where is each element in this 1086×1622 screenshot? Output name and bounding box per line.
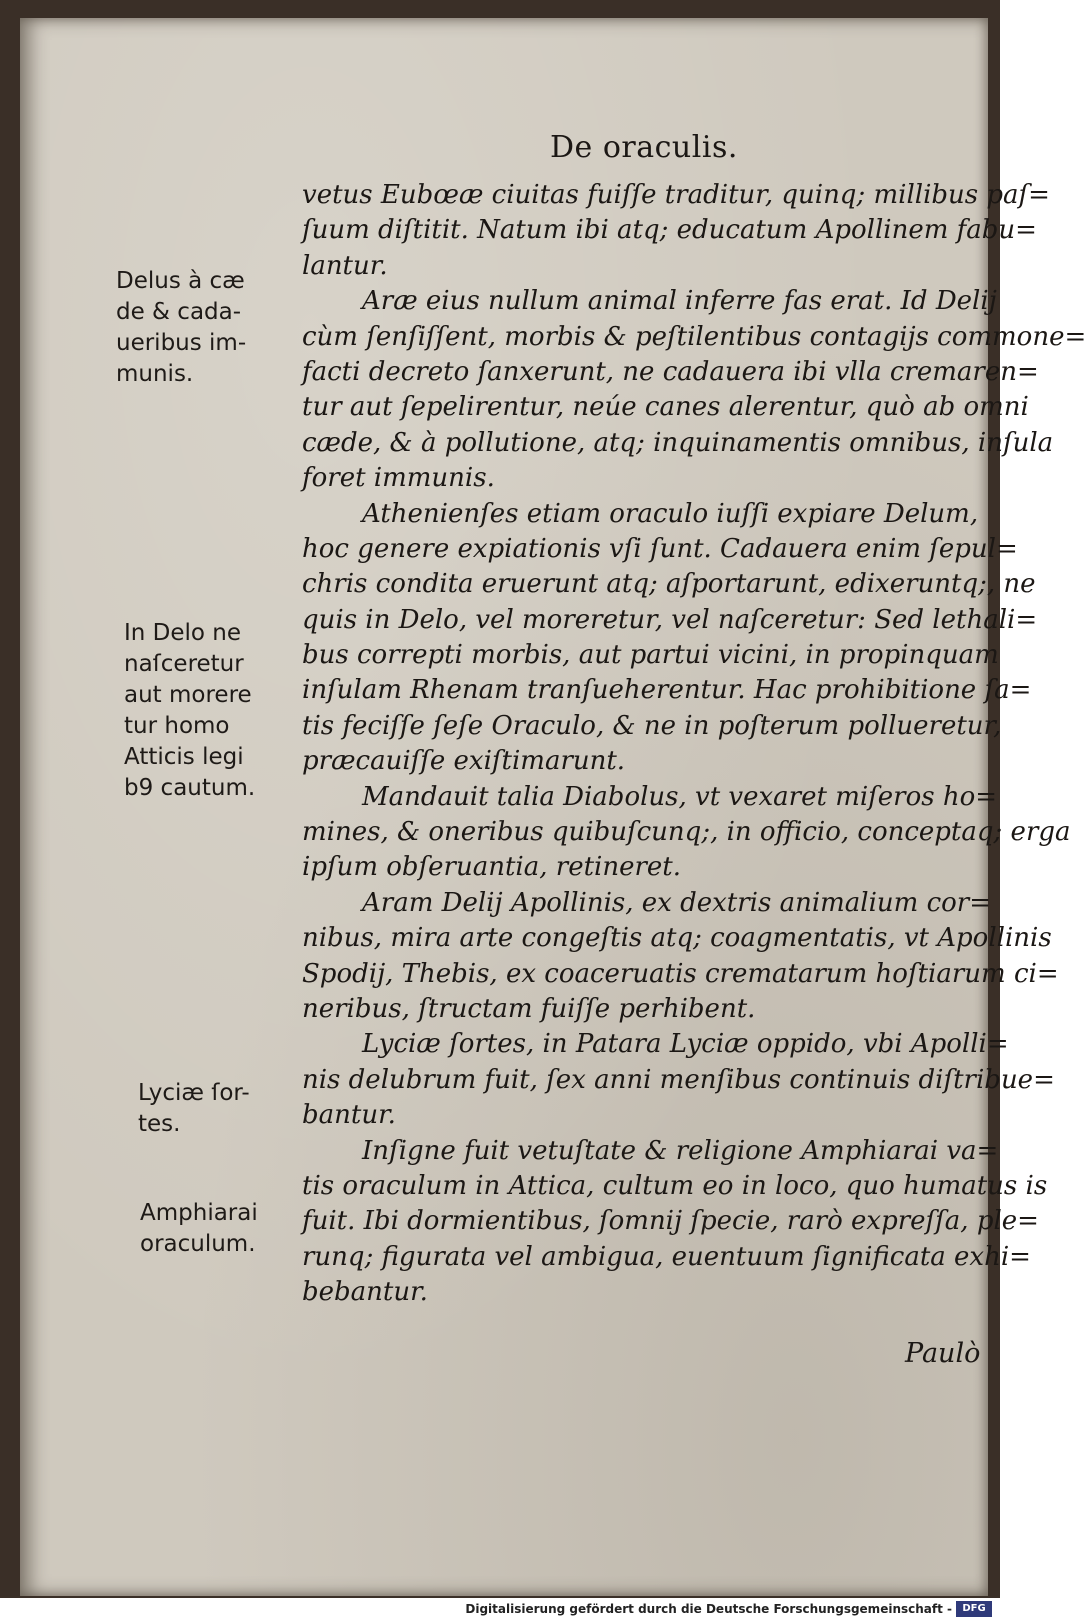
text-line: cæde, & à pollutione, atq; inquinamentis omnibus, inſula [302,427,1054,458]
text-line: nis delubrum fuit, ſex anni menſibus continuis diſtribue= [302,1064,1055,1095]
text-line: vetus Eubœæ ciuitas fuiſſe traditur, quinq; millibus paſ= [302,180,1050,210]
text-line: nibus, mira arte congeſtis atq; coagmentatis, vt Apollinis [302,923,1052,954]
margin-note-line: tes. [138,1111,181,1137]
text-line: facti decreto ſanxerunt, ne cadauera ibi vlla cremaren= [302,356,1039,387]
text-line: ipſum obſeruantia, retineret. [302,852,682,883]
text-line: Spodij, Thebis, ex coaceruatis crematarum hoſtiarum ci= [302,958,1059,989]
text-line: tis oraculum in Attica, cultum eo in loco, quo humatus is [302,1170,1048,1201]
book-page [20,18,1086,1596]
margin-note-line: Delus à cæ [116,268,245,294]
margin-note-line: aut morere [124,682,252,708]
text-line: lantur. [302,250,388,281]
text-line: Aræ eius nullum animal inferre fas erat. Id Delij [362,286,997,317]
margin-note-line: de & cada- [116,299,242,325]
margin-note-line: Atticis legi [124,744,244,770]
text-line: chris condita eruerunt atq; aſportarunt, edixeruntq;, ne [302,569,1036,600]
text-line: neribus, ſtructam fuiſſe perhibent. [302,993,756,1024]
margin-note-lyciae [138,1078,250,1140]
margin-note-line: b9 cautum. [124,775,256,801]
margin-note-line: In Delo ne [124,620,242,646]
text-line: Mandauit talia Diabolus, vt vexaret miſeros ho= [362,781,998,812]
margin-note-delus [116,266,246,390]
text-line: Lyciæ ſortes, in Patara Lyciæ oppido, vbi Apolli= [362,1029,1009,1060]
main-text-block [302,178,1086,1311]
text-line: bantur. [302,1100,396,1131]
margin-note-amphiarai [140,1198,258,1260]
text-line: cùm ſenſiſſent, morbis & peſtilentibus contagijs commone= [302,321,1086,352]
text-line: runq; figurata vel ambigua, euentuum ſignificata exhi= [302,1241,1031,1272]
text-line: Aram Delij Apollinis, ex dextris animalium cor= [362,887,992,918]
text-line: tis feciſſe ſeſe Oraculo, & ne in poſterum pollueretur, [302,710,1002,741]
margin-note-line: ueribus im- [116,330,247,356]
margin-note-line: naſceretur [124,651,244,677]
margin-note-line: Lyciæ ſor- [138,1080,250,1106]
text-line: ſuum diſtitit. Natum ibi atq; educatum Apollinem fabu= [302,215,1037,246]
margin-note-line: Amphiarai [140,1200,258,1226]
margin-note-in-delo [124,618,255,804]
margin-note-line: oraculum. [140,1231,256,1257]
text-line: fuit. Ibi dormientibus, ſomnij ſpecie, rarò expreſſa, ple= [302,1206,1039,1237]
text-line: Athenienſes etiam oraculo iuſſi expiare Delum, [362,498,979,529]
text-line: hoc genere expiationis vſi ſunt. Cadauera enim ſepul= [302,533,1018,564]
text-line: quis in Delo, vel moreretur, vel naſceretur: Sed lethali= [302,604,1038,635]
text-line: bebantur. [302,1277,428,1308]
text-line: inſulam Rhenam tranſueherentur. Hac prohibitione ſa= [302,675,1032,706]
dfg-logo: DFG [956,1601,992,1617]
text-line: bus correpti morbis, aut partui vicini, in propinquam [302,640,999,671]
footer-credit: Digitalisierung gefördert durch die Deutsche Forschungsgemeinschaft - [465,1602,952,1616]
footer-bar [0,1598,1000,1622]
text-line: Inſigne fuit vetuſtate & religione Amphiarai va= [362,1135,999,1166]
text-line: tur aut ſepelirentur, neúe canes alerentur, quò ab omni [302,392,1029,423]
catchword: Paulò [905,1338,981,1369]
text-line: foret immunis. [302,463,495,494]
text-line: mines, & oneribus quibuſcunq;, in officio, conceptaq; erga [302,817,1071,848]
margin-note-line: tur homo [124,713,230,739]
page-header: De oraculis. [550,130,738,165]
margin-note-line: munis. [116,361,194,387]
text-line: præcauiſſe exiſtimarunt. [302,746,626,777]
